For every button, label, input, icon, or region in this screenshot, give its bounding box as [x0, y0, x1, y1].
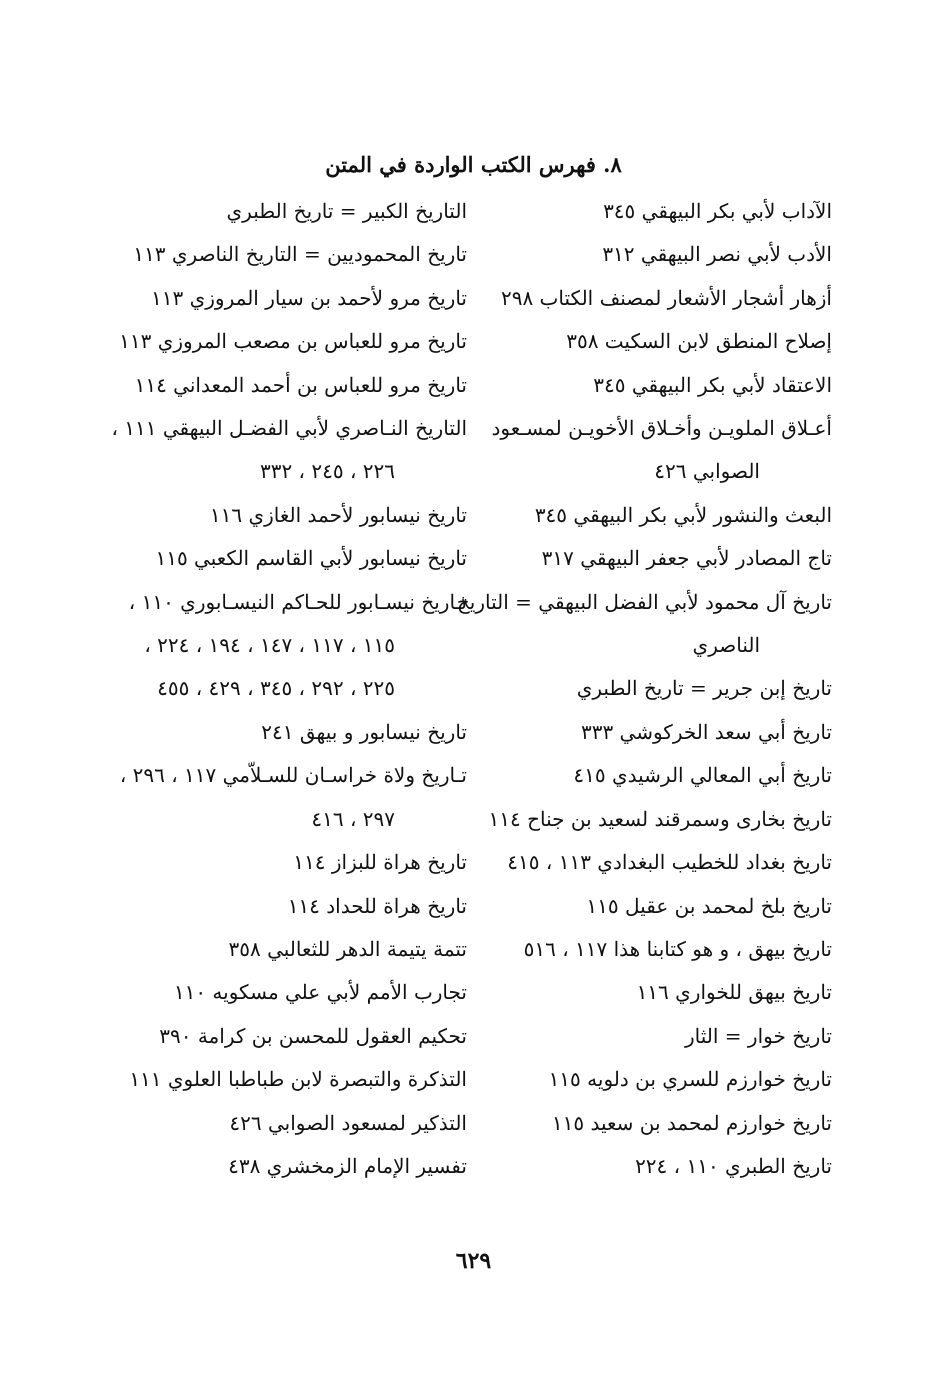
- entry-text: الآداب لأبي بكر البيهقي ٣٤٥: [603, 199, 832, 223]
- index-entry: [97, 320, 467, 363]
- entry-text: تاريخ المحموديين = التاريخ الناصري ١١٣: [133, 242, 467, 267]
- entry-text: تاريخ بيهق للخواري ١١٦: [636, 980, 832, 1005]
- index-entry: [462, 667, 832, 710]
- entry-text: تجارب الأمم لأبي علي مسكويه ١١٠: [173, 980, 467, 1005]
- entry-text: الاعتقاد لأبي بكر البيهقي ٣٤٥: [593, 372, 832, 397]
- entry-text: تاريخ إبن جرير = تاريخ الطبري: [576, 676, 832, 701]
- entry-continuation: ٢٢٥ ، ٢٩٢ ، ٣٤٥ ، ٤٢٩ ، ٤٥٥: [157, 676, 395, 701]
- entry-text: أعـلاق الملويـن وأخـلاق الأخويـن لمسـعود: [491, 416, 832, 441]
- index-column-left: [97, 190, 467, 1188]
- index-entry: [462, 494, 832, 537]
- entry-text: تاريخ مرو للعباس بن مصعب المروزي ١١٣: [119, 329, 467, 354]
- index-entry: [462, 277, 832, 320]
- index-entry: [462, 841, 832, 884]
- entry-text: تاريخ مرو للعباس بن أحمد المعداني ١١٤: [134, 372, 467, 397]
- index-entry: [97, 885, 467, 928]
- index-entry: [97, 233, 467, 276]
- entry-text: البعث والنشور لأبي بكر البيهقي ٣٤٥: [534, 502, 832, 527]
- page-number: ٦٢٩: [455, 1248, 492, 1274]
- entry-continuation: ٢٩٧ ، ٤١٦: [311, 806, 395, 831]
- entry-continuation: ٢٢٦ ، ٢٤٥ ، ٣٣٢: [259, 459, 395, 484]
- entry-text: تاريخ مرو لأحمد بن سيار المروزي ١١٣: [151, 285, 467, 310]
- index-column-right: [456, 190, 832, 1188]
- entry-text: تـاريخ ولاة خراسـان للسـلاّمي ١١٧ ، ٢٩٦ ،: [119, 763, 467, 788]
- index-entry: [462, 1015, 832, 1058]
- entry-text: تاريخ نيسابور لأبي القاسم الكعبي ١١٥: [155, 546, 467, 571]
- index-entry: [97, 841, 467, 884]
- entry-text: تاريخ الطبري ١١٠ ، ٢٢٤: [635, 1153, 832, 1178]
- index-entry: [462, 233, 832, 276]
- entry-text: تاريخ نيسابور و بيهق ٢٤١: [261, 719, 467, 744]
- entry-text: التذكير لمسعود الصوابي ٤٢٦: [229, 1110, 467, 1135]
- index-entry: [456, 581, 832, 668]
- index-entry: [462, 537, 832, 580]
- entry-text: تاريخ خوارزم لمحمد بن سعيد ١١٥: [551, 1110, 832, 1135]
- index-entry: [97, 277, 467, 320]
- index-entry: [97, 537, 467, 580]
- entry-continuation: الصوابي ٤٢٦: [654, 459, 760, 484]
- entry-text: تاريخ بيهق ، و هو كتابنا هذا ١١٧ ، ٥١٦: [523, 936, 832, 961]
- index-entry: [97, 494, 467, 537]
- entry-text: أزهار أشجار الأشعار لمصنف الكتاب ٢٩٨: [500, 285, 832, 310]
- entry-text: تاريخ هراة للبزاز ١١٤: [293, 850, 467, 875]
- index-entry: [462, 928, 832, 971]
- index-entry: [97, 407, 467, 494]
- entry-text: الأدب لأبي نصر البيهقي ٣١٢: [602, 242, 832, 267]
- index-entry: [97, 928, 467, 971]
- entry-text: تاريخ نيسابور لأحمد الغازي ١١٦: [209, 502, 467, 527]
- entry-text: إصلاح المنطق لابن السكيت ٣٥٨: [566, 329, 832, 354]
- index-entry: [462, 711, 832, 754]
- index-entry: [97, 1058, 467, 1101]
- entry-text: التاريخ الكبير = تاريخ الطبري: [226, 199, 467, 223]
- index-entry: [97, 1102, 467, 1145]
- index-entry: [462, 407, 832, 494]
- index-entry: [462, 1145, 832, 1188]
- entry-text: تاريخ خوارزم للسري بن دلويه ١١٥: [548, 1067, 832, 1092]
- entry-text: تاريخ أبي المعالي الرشيدي ٤١٥: [573, 763, 832, 788]
- entry-text: تاريخ خوار = الثار: [685, 1023, 832, 1048]
- entry-text: التاريخ النـاصري لأبي الفضـل البيهقي ١١١ ،: [111, 416, 467, 441]
- entry-continuation: الناصري: [692, 633, 760, 658]
- index-entry: [97, 1015, 467, 1058]
- index-entry: [97, 754, 467, 841]
- index-entry: [97, 971, 467, 1014]
- index-entry: [462, 1058, 832, 1101]
- entry-text: تاريخ أبي سعد الخركوشي ٣٣٣: [580, 719, 832, 744]
- index-entry: [462, 885, 832, 928]
- entry-text: تاريخ بغداد للخطيب البغدادي ١١٣ ، ٤١٥: [507, 850, 832, 875]
- entry-text: تاريخ بخارى وسمرقند لسعيد بن جناح ١١٤: [488, 806, 832, 831]
- index-entry: [462, 754, 832, 797]
- index-entry: [97, 190, 467, 233]
- entry-text: تفسير الإمام الزمخشري ٤٣٨: [228, 1153, 467, 1178]
- entry-text: تاريخ هراة للحداد ١١٤: [287, 893, 467, 918]
- index-entry: [97, 1145, 467, 1188]
- entry-text: التذكرة والتبصرة لابن طباطبا العلوي ١١١: [129, 1067, 467, 1092]
- index-entry: [462, 971, 832, 1014]
- index-entry: [97, 581, 467, 711]
- index-entry: [462, 798, 832, 841]
- entry-text: تتمة يتيمة الدهر للثعالبي ٣٥٨: [228, 936, 467, 961]
- index-entry: [462, 364, 832, 407]
- entry-text: تاج المصادر لأبي جعفر البيهقي ٣١٧: [541, 546, 832, 571]
- page-title: ٨. فهرس الكتب الواردة في المتن: [325, 152, 622, 177]
- entry-text: تاريخ آل محمود لأبي الفضل البيهقي = التاريخ: [456, 589, 832, 614]
- index-entry: [462, 1102, 832, 1145]
- index-entry: [97, 711, 467, 754]
- entry-text: تـاريخ نيسـابور للحـاكم النيسـابوري ١١٠ ،: [128, 589, 467, 614]
- index-entry: [462, 190, 832, 233]
- index-entry: [97, 364, 467, 407]
- entry-continuation: ١١٥ ، ١١٧ ، ١٤٧ ، ١٩٤ ، ٢٢٤ ،: [144, 633, 395, 658]
- index-entry: [462, 320, 832, 363]
- entry-text: تاريخ بلخ لمحمد بن عقيل ١١٥: [586, 893, 832, 918]
- entry-text: تحكيم العقول للمحسن بن كرامة ٣٩٠: [159, 1023, 467, 1048]
